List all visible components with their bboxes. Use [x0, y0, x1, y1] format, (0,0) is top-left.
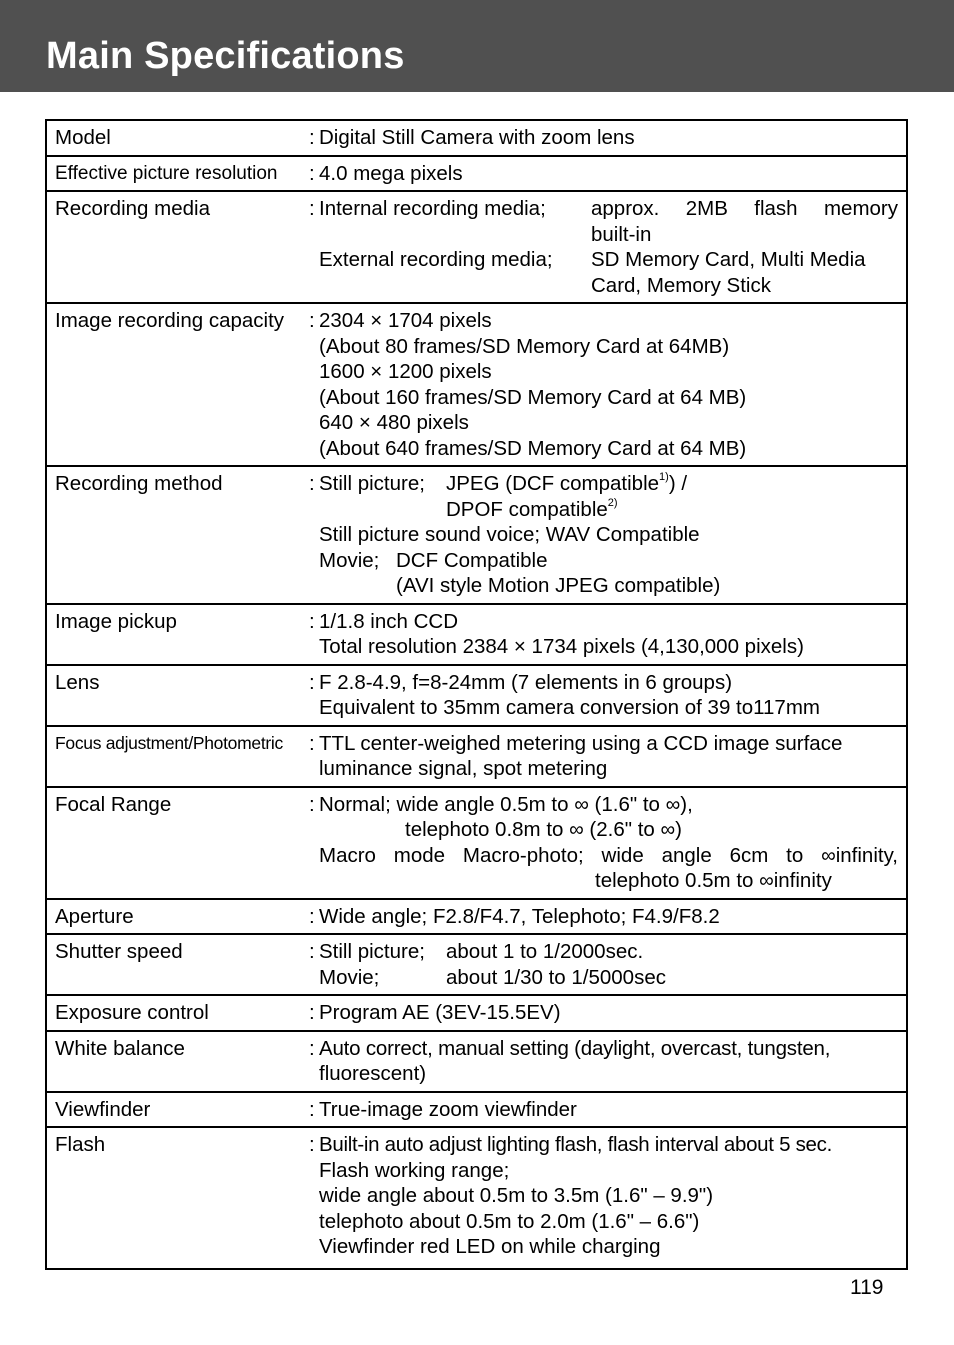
- spec-label: Viewfinder: [46, 1092, 307, 1128]
- sound-format: Still picture sound voice; WAV Compatible: [319, 523, 700, 546]
- flash-line: telephoto about 0.5m to 2.0m (1.6" – 6.6"): [319, 1209, 700, 1233]
- spec-value: [319, 191, 907, 303]
- spec-row-recording-method: [46, 466, 907, 604]
- spec-row-viewfinder: [46, 1092, 907, 1128]
- lens-line: F 2.8-4.9, f=8-24mm (7 elements in 6 groups): [319, 670, 733, 694]
- page-title: Main Specifications: [46, 35, 405, 77]
- internal-media-value-cont: built-in: [591, 222, 652, 246]
- specifications-table: [45, 119, 908, 1270]
- spec-value: 4.0 mega pixels: [319, 156, 907, 192]
- focal-normal: Normal; wide angle 0.5m to ∞ (1.6" to ∞),: [319, 792, 693, 816]
- spec-colon: :: [307, 665, 319, 726]
- capacity-line: (About 160 frames/SD Memory Card at 64 MB): [319, 385, 747, 409]
- still-picture-key: Still picture;: [319, 472, 425, 495]
- spec-value: [319, 665, 907, 726]
- internal-media-value: approx. 2MB flash memory: [591, 197, 898, 220]
- spec-colon: :: [307, 466, 319, 604]
- spec-value: True-image zoom viewfinder: [319, 1092, 907, 1128]
- spec-value: [319, 1031, 907, 1092]
- internal-media: [319, 196, 898, 247]
- spec-row-recording-media: [46, 191, 907, 303]
- capacity-line: 1600 × 1200 pixels: [319, 360, 492, 383]
- spec-row-image-pickup: [46, 604, 907, 665]
- spec-row-flash: [46, 1127, 907, 1269]
- spec-value: Digital Still Camera with zoom lens: [319, 120, 907, 156]
- movie-method: [319, 548, 898, 599]
- spec-label: Lens: [46, 665, 307, 726]
- spec-row-capacity: [46, 303, 907, 466]
- spec-value: Program AE (3EV-15.5EV): [319, 995, 907, 1031]
- footnote-1: 1): [659, 471, 669, 484]
- shutter-still-value: about 1 to 1/2000sec.: [446, 940, 644, 963]
- spec-colon: :: [307, 120, 319, 156]
- movie-format-detail: (AVI style Motion JPEG compatible): [396, 574, 721, 597]
- spec-colon: :: [307, 899, 319, 935]
- internal-media-key: Internal recording media;: [319, 197, 546, 220]
- page-number: 119: [850, 1276, 884, 1299]
- dpof-format: DPOF compatible: [446, 497, 608, 521]
- focus-line: TTL center-weighed metering using a CCD image surface: [319, 731, 843, 755]
- external-media-key: External recording media;: [319, 248, 553, 271]
- spec-row-focal-range: [46, 787, 907, 899]
- white-balance-line: Auto correct, manual setting (daylight, overcast, tungsten,: [319, 1036, 831, 1060]
- focus-line: luminance signal, spot metering: [319, 757, 608, 780]
- movie-key: Movie;: [319, 548, 380, 572]
- spec-label: Effective picture resolution: [46, 156, 307, 192]
- spec-value: [319, 934, 907, 995]
- spec-label: Focus adjustment/Photometric: [46, 726, 307, 787]
- spec-label: Focal Range: [46, 787, 307, 899]
- jpeg-format: JPEG (DCF compatible: [446, 472, 660, 495]
- spec-label: Recording media: [46, 191, 307, 303]
- spec-colon: :: [307, 1031, 319, 1092]
- capacity-line: (About 80 frames/SD Memory Card at 64MB): [319, 334, 730, 358]
- flash-line: Built-in auto adjust lighting flash, flash interval about 5 sec.: [319, 1133, 832, 1156]
- spec-row-shutter: [46, 934, 907, 995]
- spec-label: Model: [46, 120, 307, 156]
- spec-label: White balance: [46, 1031, 307, 1092]
- still-picture-method: Still picture; JPEG (DCF compatible$^{1)}$) / DPOF compatible$^{2)}$: [319, 471, 688, 521]
- footnote-2: 2): [607, 496, 618, 509]
- focal-macro-tele: telephoto 0.5m to ∞infinity: [595, 869, 832, 892]
- spec-colon: :: [307, 303, 319, 466]
- focal-macro: Macro mode Macro-photo; wide angle 6cm to ∞infinity,: [319, 843, 898, 867]
- spec-colon: :: [307, 191, 319, 303]
- spec-colon: :: [307, 726, 319, 787]
- spec-value: [319, 1127, 907, 1269]
- spec-value: [319, 604, 907, 665]
- spec-label: Image recording capacity: [46, 303, 307, 466]
- flash-line: Viewfinder red LED on while charging: [319, 1235, 661, 1258]
- spec-row-model: [46, 120, 907, 156]
- flash-line: wide angle about 0.5m to 3.5m (1.6" – 9.9"): [319, 1184, 714, 1207]
- spec-colon: :: [307, 787, 319, 899]
- spec-colon: :: [307, 1092, 319, 1128]
- spec-label: Recording method: [46, 466, 307, 604]
- shutter-still-key: Still picture;: [319, 940, 425, 963]
- pickup-line: 1/1.8 inch CCD: [319, 609, 459, 633]
- spec-value: [319, 726, 907, 787]
- movie-format: DCF Compatible: [396, 548, 548, 572]
- capacity-line: 640 × 480 pixels: [319, 411, 469, 434]
- spec-row-white-balance: [46, 1031, 907, 1092]
- spec-colon: :: [307, 604, 319, 665]
- spec-value: Wide angle; F2.8/F4.7, Telephoto; F4.9/F8.2: [319, 899, 907, 935]
- spec-value: [319, 787, 907, 899]
- spec-row-resolution: [46, 156, 907, 192]
- capacity-line: (About 640 frames/SD Memory Card at 64 MB): [319, 436, 747, 460]
- shutter-movie-value: about 1/30 to 1/5000sec: [446, 965, 666, 989]
- external-media-value: SD Memory Card, Multi Media: [591, 248, 866, 271]
- focal-normal-tele: telephoto 0.8m to ∞ (2.6" to ∞): [405, 818, 682, 841]
- lens-line: Equivalent to 35mm camera conversion of 39 to117mm: [319, 696, 820, 719]
- spec-row-aperture: [46, 899, 907, 935]
- spec-value: [319, 303, 907, 466]
- white-balance-line: fluorescent): [319, 1062, 427, 1085]
- spec-label: Aperture: [46, 899, 307, 935]
- flash-line: Flash working range;: [319, 1158, 510, 1182]
- spec-row-lens: [46, 665, 907, 726]
- pickup-line: Total resolution 2384 × 1734 pixels (4,130,000 pixels): [319, 635, 804, 658]
- spec-row-exposure: [46, 995, 907, 1031]
- external-media-value-cont: Card, Memory Stick: [591, 273, 771, 297]
- spec-label: Exposure control: [46, 995, 307, 1031]
- page-header: [0, 0, 954, 92]
- spec-value: [319, 466, 907, 604]
- spec-colon: :: [307, 156, 319, 192]
- spec-row-focus: [46, 726, 907, 787]
- spec-label: Shutter speed: [46, 934, 307, 995]
- external-media: [319, 247, 898, 298]
- spec-label: Flash: [46, 1127, 307, 1269]
- spec-colon: :: [307, 934, 319, 995]
- spec-colon: :: [307, 1127, 319, 1269]
- shutter-movie-key: Movie;: [319, 965, 380, 989]
- capacity-line: 2304 × 1704 pixels: [319, 309, 492, 332]
- spec-colon: :: [307, 995, 319, 1031]
- spec-label: Image pickup: [46, 604, 307, 665]
